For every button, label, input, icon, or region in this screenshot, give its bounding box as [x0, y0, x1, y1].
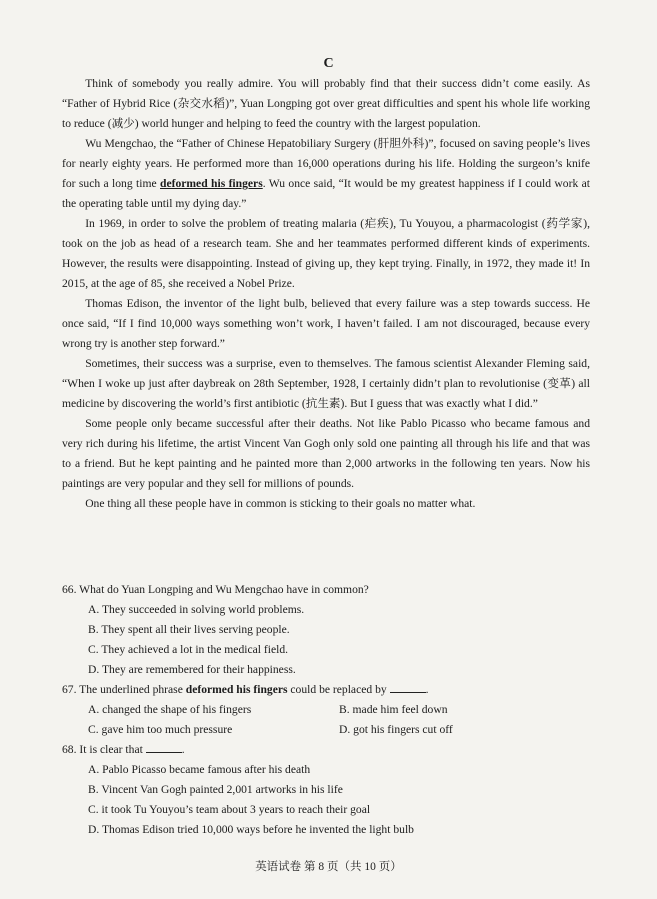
question-67	[62, 680, 590, 740]
option-a: A. changed the shape of his fingers	[88, 703, 252, 716]
reading-passage	[62, 74, 590, 514]
paragraph-2-text-before: Wu Mengchao, the “Father of Chinese Hepatobiliary Surgery (肝胆外科)”, focused on saving people’s lives for nearly eighty years. He performed more than 16,000 operations during his life. Holding the surgeon’s knife for such a long time	[62, 137, 590, 190]
question-stem	[62, 680, 590, 700]
answer-blank	[390, 680, 426, 693]
paragraph-2-text-after: . Wu once said, “It would be my greatest happiness if I could work at the operating table until my dying day.”	[62, 177, 590, 210]
page-footer: 英语试卷 第 8 页（共 10 页）	[255, 861, 402, 873]
answer-blank	[146, 740, 182, 753]
stem-bold-phrase: deformed his fingers	[185, 683, 288, 696]
stem-text: 68. It is clear that	[62, 743, 143, 756]
option-b: B. made him feel down	[339, 703, 448, 716]
underlined-phrase: deformed his fingers	[160, 177, 263, 190]
question-66	[62, 580, 590, 680]
paragraph-4: Thomas Edison, the inventor of the light bulb, believed that every failure was a step towards success. He once said, “If I find 10,000 ways something won’t work, I haven’t failed. I am not discouraged, because every wrong try is another step forward.”	[62, 297, 590, 350]
option-row	[62, 720, 590, 740]
paragraph-5: Sometimes, their success was a surprise, even to themselves. The famous scientist Alexander Fleming said, “When I woke up just after daybreak on 28th September, 1928, I certainly didn’t plan to revolutionise (变革) all medicine by discovering the world’s first antibiotic (抗生素). But I guess that was exactly what I did.”	[62, 357, 590, 410]
paragraph-2	[62, 134, 590, 214]
option-c: C. They achieved a lot in the medical field.	[88, 643, 289, 656]
question-list	[62, 580, 590, 840]
question-68	[62, 740, 590, 840]
paragraph-7: One thing all these people have in common is sticking to their goals no matter what.	[85, 497, 476, 510]
option-d: D. They are remembered for their happiness.	[88, 663, 296, 676]
stem-text: could be replaced by	[287, 683, 387, 696]
option-row	[62, 700, 590, 720]
section-heading: C	[323, 56, 334, 71]
paragraph-3: In 1969, in order to solve the problem of treating malaria (疟疾), Tu Youyou, a pharmacologist (药学家), took on the job as head of a research team. She and her teammates performed different kinds of experiments. However, the results were disappointing. Instead of giving up, they kept trying. Finally, in 1972, they made it! In 2015, at the age of 85, she received a Nobel Prize.	[62, 217, 590, 290]
option-c: C. gave him too much pressure	[88, 723, 233, 736]
option-b: B. They spent all their lives serving people.	[88, 623, 290, 636]
option-a: A. Pablo Picasso became famous after his death	[88, 763, 311, 776]
paragraph-1: Think of somebody you really admire. You will probably find that their success didn’t come easily. As “Father of Hybrid Rice (杂交水稻)”, Yuan Longping got over great difficulties and spent his whole life working to reduce (减少) world hunger and helping to feed the country with the largest population.	[62, 77, 590, 130]
option-d: D. Thomas Edison tried 10,000 ways before he invented the light bulb	[88, 823, 414, 836]
option-d: D. got his fingers cut off	[339, 723, 453, 736]
paragraph-6: Some people only became successful after their deaths. Not like Pablo Picasso who became famous and very rich during his lifetime, the artist Vincent Van Gogh only sold one painting all through his life and that was to a friend. But he kept painting and he painted more than 2,000 artworks in the following ten years. Now his paintings are very popular and they sell for millions of pounds.	[62, 417, 590, 490]
question-stem	[62, 740, 590, 760]
stem-text: 67. The underlined phrase	[62, 683, 186, 696]
option-b: B. Vincent Van Gogh painted 2,001 artworks in his life	[88, 783, 343, 796]
question-stem: 66. What do Yuan Longping and Wu Mengchao have in common?	[62, 583, 369, 596]
stem-end: .	[181, 743, 185, 756]
option-c: C. it took Tu Youyou’s team about 3 years to reach their goal	[88, 803, 371, 816]
option-a: A. They succeeded in solving world problems.	[88, 603, 305, 616]
stem-end: .	[425, 683, 429, 696]
